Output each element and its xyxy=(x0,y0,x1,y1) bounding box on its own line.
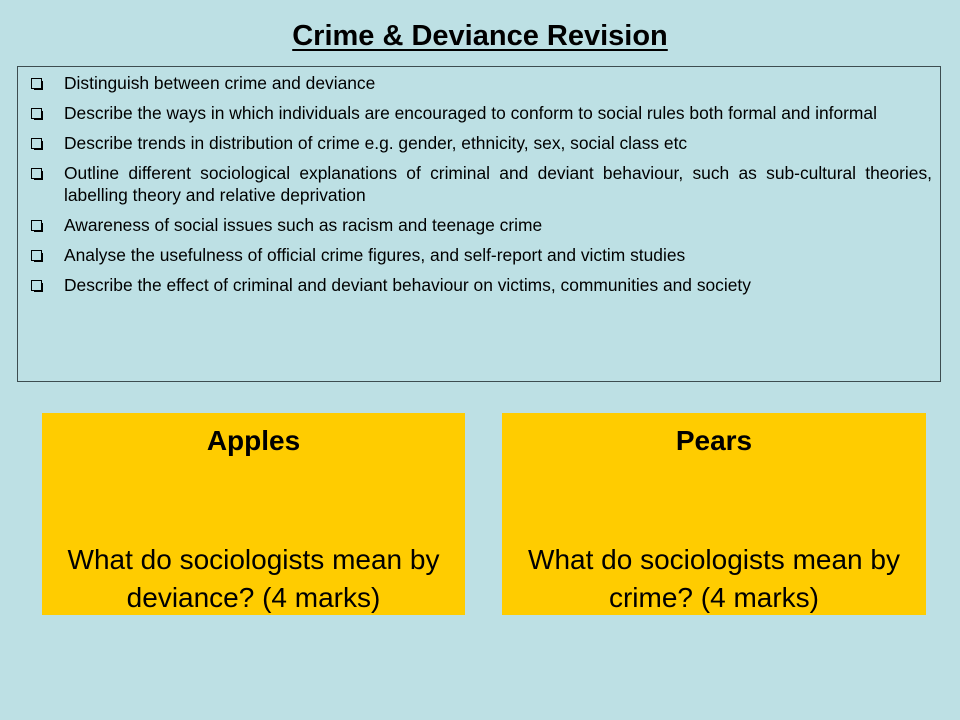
apples-card xyxy=(42,413,465,615)
pears-card xyxy=(502,413,926,615)
card-title: Apples xyxy=(206,425,301,456)
slide-title: Crime & Deviance Revision xyxy=(292,20,668,52)
objective-item xyxy=(31,215,932,237)
card-question: What do sociologists mean by deviance? (4 marks) xyxy=(67,544,440,613)
objectives-list xyxy=(18,67,940,296)
objective-item xyxy=(31,275,932,297)
objective-text: Outline different sociological explanations of criminal and deviant behaviour, such as sub-cultural theories, labelling theory and relative deprivation xyxy=(64,163,932,205)
card-title: Pears xyxy=(675,425,753,456)
objective-item xyxy=(31,245,932,267)
objective-item xyxy=(31,163,932,206)
checkbox-icon xyxy=(31,108,42,119)
objective-item xyxy=(31,73,932,95)
objective-item xyxy=(31,103,932,125)
objective-text: Analyse the usefulness of official crime figures, and self-report and victim studies xyxy=(64,244,686,265)
objectives-box xyxy=(17,66,941,382)
checkbox-icon xyxy=(31,78,42,89)
checkbox-icon xyxy=(31,250,42,261)
objective-text: Distinguish between crime and deviance xyxy=(64,73,376,93)
checkbox-icon xyxy=(31,138,42,149)
checkbox-icon xyxy=(31,280,42,291)
objective-text: Awareness of social issues such as racism and teenage crime xyxy=(64,214,543,235)
card-question: What do sociologists mean by crime? (4 marks) xyxy=(528,544,900,613)
objective-text: Describe the effect of criminal and deviant behaviour on victims, communities and society xyxy=(64,274,751,295)
objective-text: Describe trends in distribution of crime e.g. gender, ethnicity, sex, social class etc xyxy=(64,133,688,153)
objective-item xyxy=(31,133,932,155)
checkbox-icon xyxy=(31,168,42,179)
objective-text: Describe the ways in which individuals are encouraged to conform to social rules both formal and informal xyxy=(64,103,877,123)
checkbox-icon xyxy=(31,220,42,231)
